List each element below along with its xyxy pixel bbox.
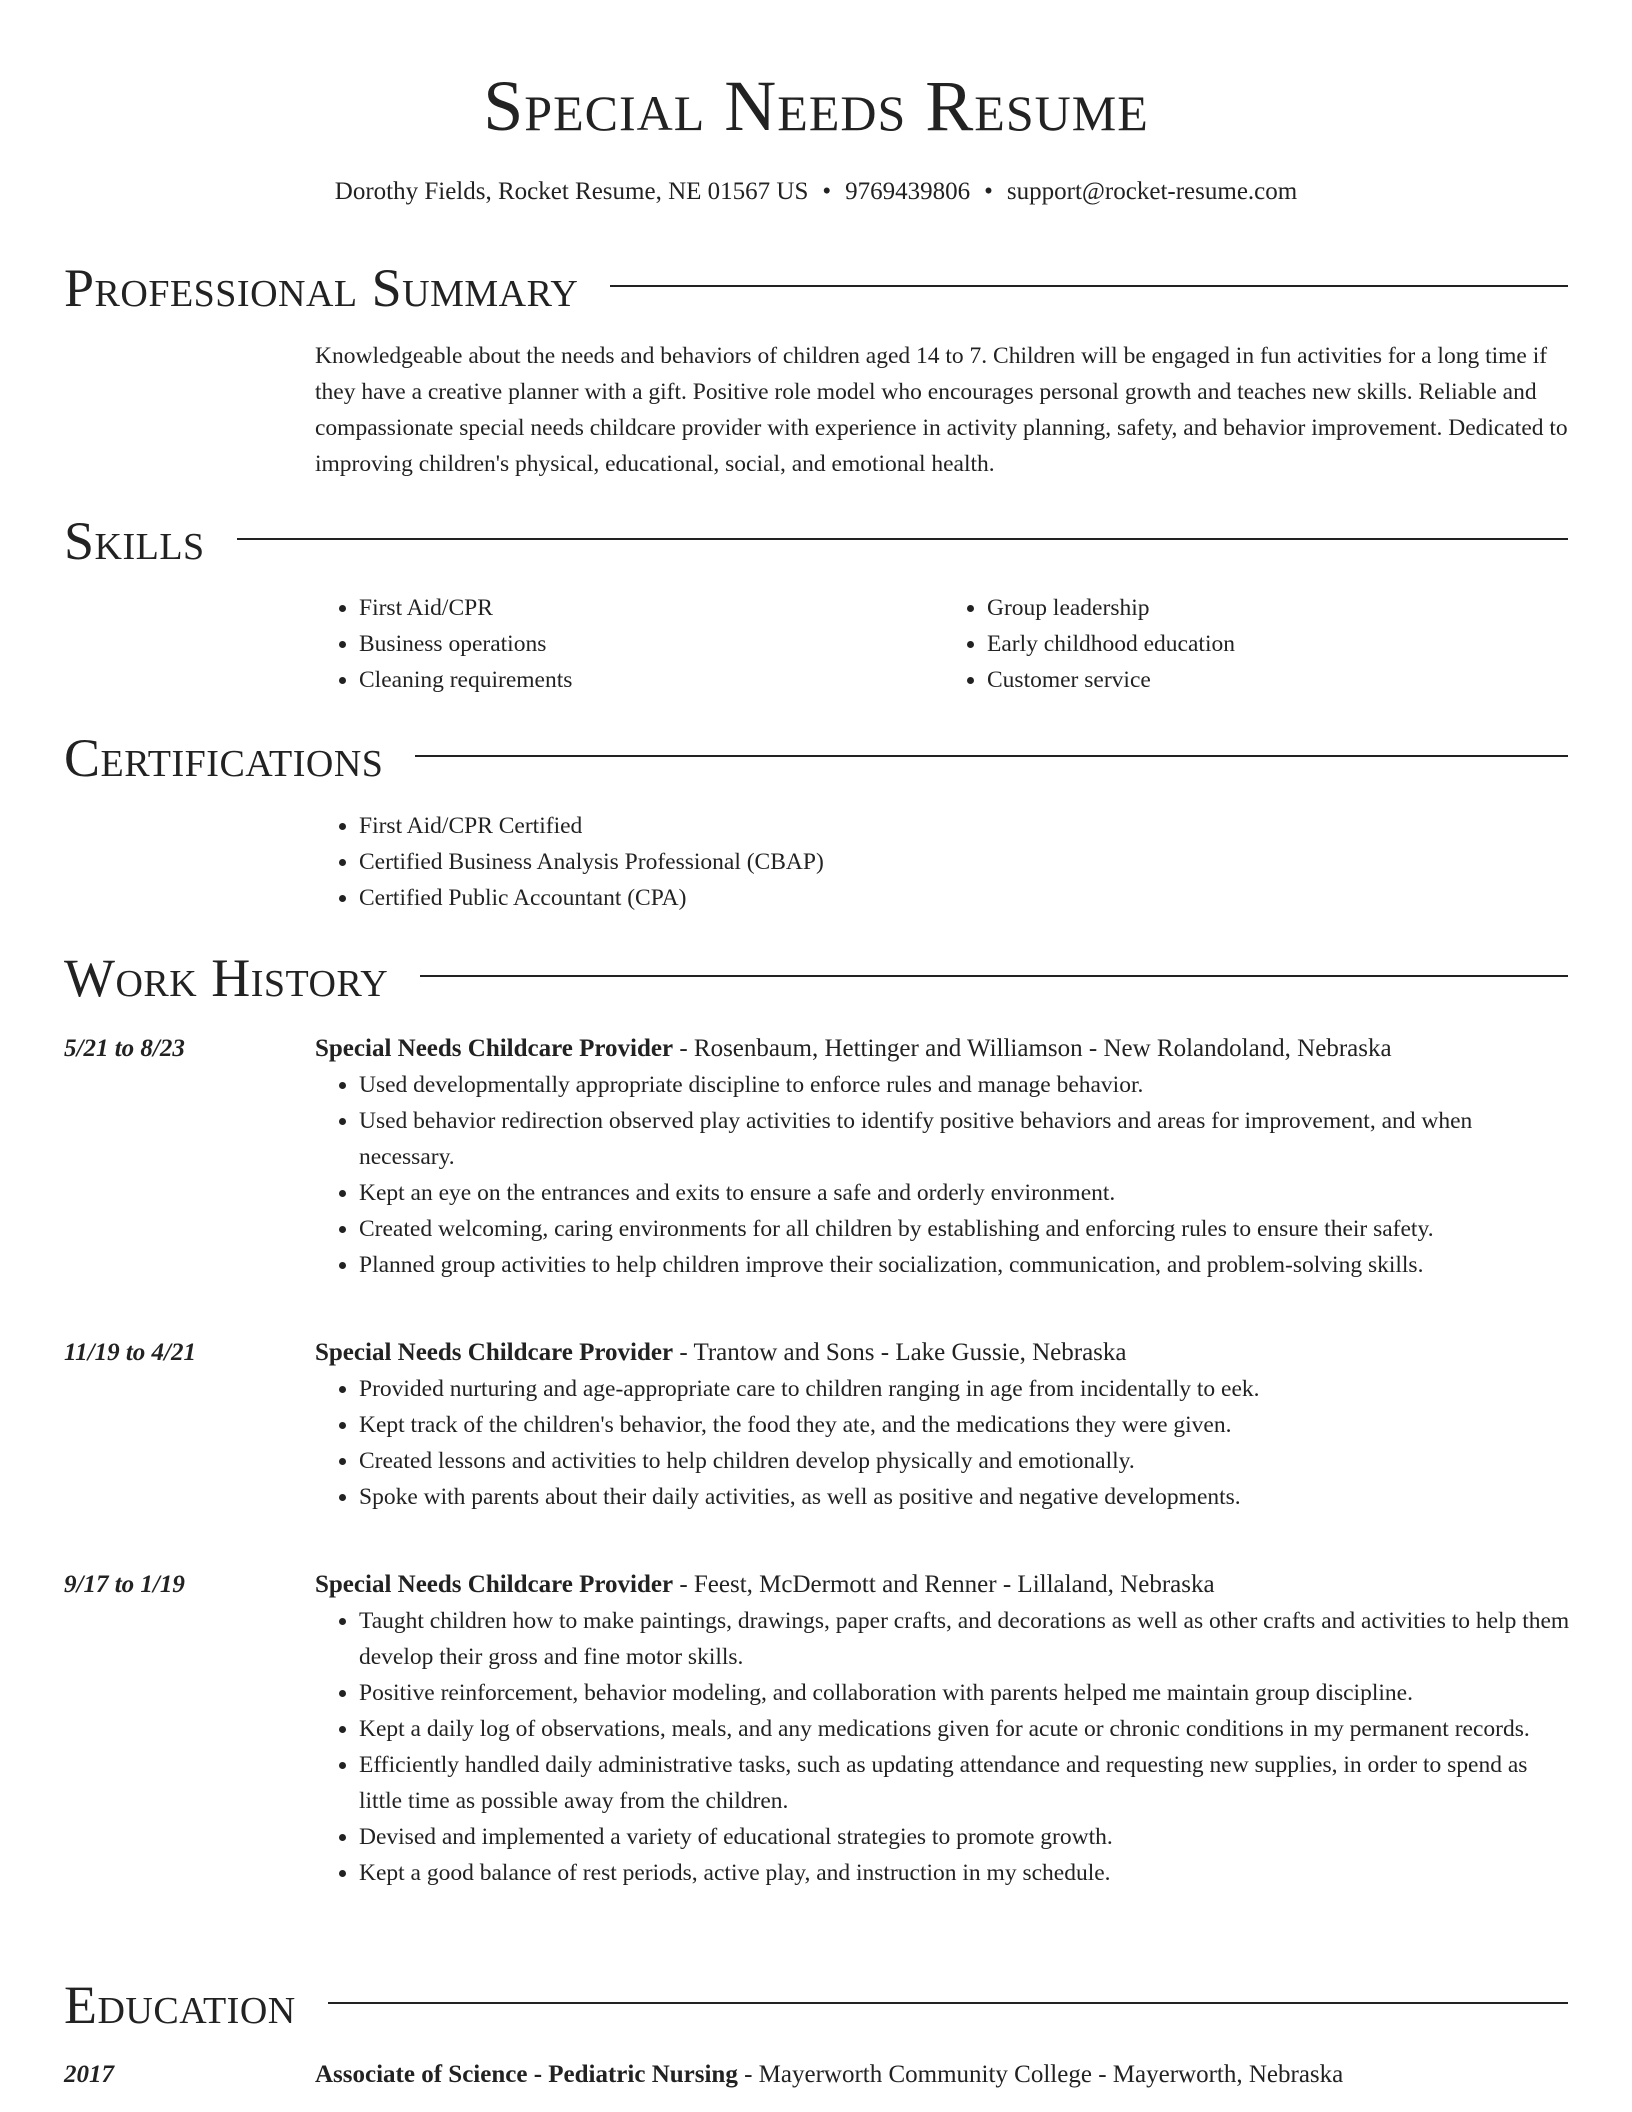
skill-item: • Group leadership — [987, 590, 1571, 626]
job-bullet: • Provided nurturing and age-appropriate care to children ranging in age from incidentally to eek. — [359, 1371, 1571, 1407]
contact-email: support@rocket-resume.com — [1006, 178, 1298, 205]
skill-item: • Business operations — [359, 626, 943, 662]
job-entry — [315, 1567, 1571, 1891]
certifications-list — [315, 808, 1571, 916]
contact-separator: • — [822, 178, 832, 205]
skill-item: • Cleaning requirements — [359, 662, 943, 698]
skills-heading: Skills — [64, 511, 205, 571]
work-heading: Work History — [64, 948, 389, 1008]
section-divider — [420, 975, 1568, 977]
certification-item: • First Aid/CPR Certified — [359, 808, 1571, 844]
job-title-line — [315, 1567, 1571, 1603]
section-divider — [415, 755, 1568, 757]
skills-list-left — [315, 590, 943, 698]
skills-grid — [315, 590, 1571, 698]
job-title-line — [315, 1335, 1571, 1371]
job-bullets — [315, 1603, 1571, 1891]
education-details: - Mayerworth Community College - Mayerworth, Nebraska — [737, 2061, 1344, 2088]
certification-item: • Certified Business Analysis Professional (CBAP) — [359, 844, 1571, 880]
contact-phone: 9769439806 — [845, 178, 971, 205]
job-bullet: • Positive reinforcement, behavior modeling, and collaboration with parents helped me maintain group discipline. — [359, 1675, 1571, 1711]
section-divider — [610, 285, 1568, 287]
summary-text: Knowledgeable about the needs and behaviors of children aged 14 to 7. Children will be engaged in fun activities for a long time if they have a creative planner with a gift. Positive role model who encourages personal growth and teaches new skills. Reliable and compassionate special needs childcare provider with experience in activity planning, safety, and behavior improvement. Dedicated to improving children's physical, educational, social, and emotional health. — [315, 343, 1568, 477]
certification-item: • Certified Public Accountant (CPA) — [359, 880, 1571, 916]
skills-content — [315, 590, 1571, 698]
skill-item: • First Aid/CPR — [359, 590, 943, 626]
contact-address: Dorothy Fields, Rocket Resume, NE 01567 US — [334, 178, 809, 205]
job-title: Special Needs Childcare Provider — [315, 1339, 674, 1366]
education-entry — [315, 2057, 1571, 2093]
job-bullet: • Created welcoming, caring environments for all children by establishing and enforcing rules to ensure their safety. — [359, 1211, 1571, 1247]
job-dates: 9/17 to 1/19 — [64, 1571, 185, 1598]
summary-heading: Professional Summary — [64, 258, 579, 318]
education-degree: Associate of Science - Pediatric Nursing — [315, 2061, 738, 2088]
resume-title: Special Needs Resume — [483, 66, 1149, 146]
contact-line — [0, 174, 1632, 210]
certifications-heading: Certifications — [64, 728, 384, 788]
job-title: Special Needs Childcare Provider — [315, 1571, 674, 1598]
section-divider — [328, 2002, 1568, 2004]
job-bullet: • Created lessons and activities to help children develop physically and emotionally. — [359, 1443, 1571, 1479]
job-bullets — [315, 1067, 1571, 1283]
job-bullet: • Taught children how to make paintings, drawings, paper crafts, and decorations as well as other crafts and activities to help them develop their gross and fine motor skills. — [359, 1603, 1571, 1675]
work-section-header — [64, 943, 1568, 1013]
job-bullet: • Kept a daily log of observations, meals, and any medications given for acute or chronic conditions in my permanent records. — [359, 1711, 1571, 1747]
job-title-line — [315, 1031, 1571, 1067]
job-details: - Feest, McDermott and Renner - Lillaland, Nebraska — [673, 1571, 1215, 1598]
job-entry — [315, 1335, 1571, 1515]
job-bullet: • Used behavior redirection observed play activities to identify positive behaviors and areas for improvement, and when necessary. — [359, 1103, 1571, 1175]
job-bullet: • Devised and implemented a variety of educational strategies to promote growth. — [359, 1819, 1571, 1855]
skills-list-right — [943, 590, 1571, 698]
job-title: Special Needs Childcare Provider — [315, 1035, 674, 1062]
job-bullet: • Kept track of the children's behavior, the food they ate, and the medications they were given. — [359, 1407, 1571, 1443]
job-bullet: • Used developmentally appropriate discipline to enforce rules and manage behavior. — [359, 1067, 1571, 1103]
skill-item: • Early childhood education — [987, 626, 1571, 662]
job-dates: 5/21 to 8/23 — [64, 1035, 185, 1062]
job-entry — [315, 1031, 1571, 1283]
education-section-header — [64, 1970, 1568, 2040]
job-details: - Rosenbaum, Hettinger and Williamson - New Rolandoland, Nebraska — [673, 1035, 1392, 1062]
skill-item: • Customer service — [987, 662, 1571, 698]
job-bullet: • Planned group activities to help children improve their socialization, communication, and problem-solving skills. — [359, 1247, 1571, 1283]
contact-separator: • — [984, 178, 993, 205]
skills-section-header — [64, 506, 1568, 576]
job-dates: 11/19 to 4/21 — [64, 1339, 196, 1366]
certifications-section-header — [64, 723, 1568, 793]
job-bullet: • Kept an eye on the entrances and exits to ensure a safe and orderly environment. — [359, 1175, 1571, 1211]
summary-section-header — [64, 253, 1568, 323]
education-year: 2017 — [64, 2061, 114, 2088]
summary-content — [315, 338, 1571, 482]
job-bullet: • Kept a good balance of rest periods, active play, and instruction in my schedule. — [359, 1855, 1571, 1891]
job-bullets — [315, 1371, 1571, 1515]
job-bullet: • Spoke with parents about their daily activities, as well as positive and negative developments. — [359, 1479, 1571, 1515]
job-details: - Trantow and Sons - Lake Gussie, Nebraska — [673, 1339, 1127, 1366]
education-line — [315, 2057, 1571, 2093]
certifications-content — [315, 808, 1571, 916]
education-heading: Education — [64, 1975, 296, 2035]
job-bullet: • Efficiently handled daily administrative tasks, such as updating attendance and requesting new supplies, in order to spend as little time as possible away from the children. — [359, 1747, 1571, 1819]
section-divider — [237, 538, 1568, 540]
